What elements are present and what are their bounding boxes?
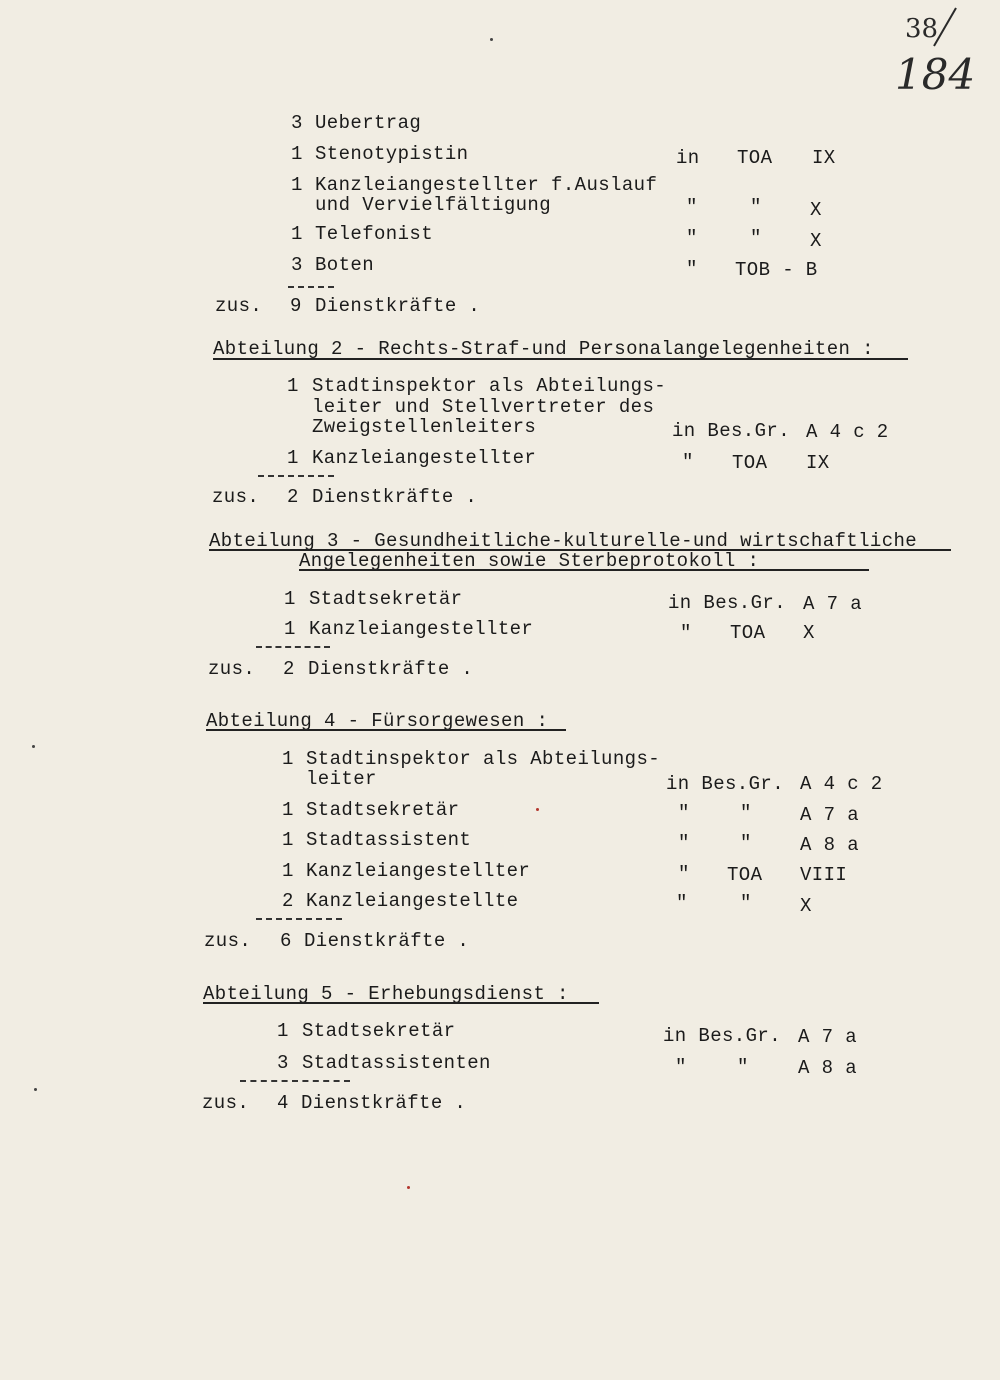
dept5-row-1-label: Stadtsekretär bbox=[302, 1020, 456, 1042]
dept4-row-5-qty: 2 bbox=[282, 890, 294, 912]
handwritten-page-number: 184 bbox=[895, 50, 976, 99]
paper-speck bbox=[32, 745, 35, 748]
dept5-row-2-c2: " bbox=[737, 1056, 749, 1078]
dept5-heading: Abteilung 5 - Erhebungsdienst : bbox=[203, 983, 569, 1005]
dept4-row-1-c1: in Bes.Gr. bbox=[666, 773, 785, 795]
dept2-total-label: Dienstkräfte . bbox=[312, 486, 478, 508]
dept3-heading-line1: Abteilung 3 - Gesundheitliche-kulturelle-und wirtschaftliche bbox=[209, 530, 918, 552]
intro-row-5-c2: TOB - B bbox=[735, 259, 818, 281]
paper-speck bbox=[536, 808, 539, 811]
dept4-row-5-label: Kanzleiangestellte bbox=[306, 890, 519, 912]
paper-speck bbox=[34, 1088, 37, 1091]
intro-row-5-c1: " bbox=[686, 258, 698, 280]
intro-row-4-c3: X bbox=[810, 230, 822, 252]
dept4-row-4-c3: VIII bbox=[800, 864, 848, 886]
dept4-row-4-qty: 1 bbox=[282, 860, 294, 882]
dept5-row-2-c1: " bbox=[675, 1056, 687, 1078]
dept4-row-2-label: Stadtsekretär bbox=[306, 799, 460, 821]
dept4-row-2-c1: " bbox=[678, 802, 690, 824]
dept3-row-1-c1: in Bes.Gr. bbox=[668, 592, 787, 614]
strike-mark-icon bbox=[930, 4, 960, 50]
dept3-row-1-qty: 1 bbox=[284, 588, 296, 610]
dept2-row-1-c1: in Bes.Gr. bbox=[672, 420, 791, 442]
dept3-row-2-label: Kanzleiangestellter bbox=[309, 618, 534, 640]
intro-row-2-c2: TOA bbox=[737, 147, 773, 169]
paper-speck bbox=[407, 1186, 410, 1189]
dept3-heading-underline-2 bbox=[299, 569, 869, 571]
intro-row-3-qty: 1 bbox=[291, 174, 303, 196]
dept5-heading-underline bbox=[203, 1002, 599, 1004]
dept4-row-2-c2: " bbox=[740, 802, 752, 824]
sum-divider bbox=[288, 286, 334, 288]
dept4-row-3-label: Stadtassistent bbox=[306, 829, 472, 851]
intro-total-label: Dienstkräfte . bbox=[315, 295, 481, 317]
dept4-heading-underline bbox=[206, 729, 566, 731]
intro-row-2-label: Stenotypistin bbox=[315, 143, 469, 165]
dept4-heading: Abteilung 4 - Fürsorgewesen : bbox=[206, 710, 549, 732]
dept4-row-3-c2: " bbox=[740, 832, 752, 854]
dept4-total-prefix: zus. bbox=[204, 930, 252, 952]
dept5-row-1-qty: 1 bbox=[277, 1020, 289, 1042]
intro-row-5-label: Boten bbox=[315, 254, 375, 276]
dept4-row-3-qty: 1 bbox=[282, 829, 294, 851]
intro-row-4-c1: " bbox=[686, 227, 698, 249]
dept2-row-2-c3: IX bbox=[806, 452, 830, 474]
dept2-row-1-c3: A 4 c 2 bbox=[806, 421, 889, 443]
dept5-row-1-c3: A 7 a bbox=[798, 1026, 858, 1048]
dept4-row-4-c2: TOA bbox=[727, 864, 763, 886]
dept4-total-qty: 6 bbox=[280, 930, 292, 952]
intro-total-prefix: zus. bbox=[215, 295, 263, 317]
dept4-row-1-qty: 1 bbox=[282, 748, 294, 770]
dept4-row-3-c3: A 8 a bbox=[800, 834, 860, 856]
dept3-row-2-qty: 1 bbox=[284, 618, 296, 640]
intro-row-2-c3: IX bbox=[812, 147, 836, 169]
dept5-row-2-qty: 3 bbox=[277, 1052, 289, 1074]
dept5-row-1-c1: in Bes.Gr. bbox=[663, 1025, 782, 1047]
dept4-row-2-c3: A 7 a bbox=[800, 804, 860, 826]
dept5-total-prefix: zus. bbox=[202, 1092, 250, 1114]
intro-total-qty: 9 bbox=[290, 295, 302, 317]
dept3-row-2-c3: X bbox=[803, 622, 815, 644]
dept3-row-1-label: Stadtsekretär bbox=[309, 588, 463, 610]
intro-row-1-qty: 3 bbox=[291, 112, 303, 134]
intro-row-5-qty: 3 bbox=[291, 254, 303, 276]
intro-row-2-qty: 1 bbox=[291, 143, 303, 165]
dept5-row-2-label: Stadtassistenten bbox=[302, 1052, 491, 1074]
dept2-heading: Abteilung 2 - Rechts-Straf-und Personalangelegenheiten : bbox=[213, 338, 874, 360]
sum-divider bbox=[240, 1080, 350, 1082]
dept4-row-4-c1: " bbox=[678, 863, 690, 885]
intro-row-4-qty: 1 bbox=[291, 223, 303, 245]
sum-divider bbox=[258, 475, 334, 477]
dept4-row-5-c2: " bbox=[740, 892, 752, 914]
paper-speck bbox=[490, 38, 493, 41]
dept5-total-label: Dienstkräfte . bbox=[301, 1092, 467, 1114]
dept5-row-2-c3: A 8 a bbox=[798, 1057, 858, 1079]
dept3-heading-line2: Angelegenheiten sowie Sterbeprotokoll : bbox=[299, 550, 760, 572]
dept5-total-qty: 4 bbox=[277, 1092, 289, 1114]
dept2-row-1-line1: Stadtinspektor als Abteilungs- bbox=[312, 375, 667, 397]
dept4-row-2-qty: 1 bbox=[282, 799, 294, 821]
intro-row-3-c3: X bbox=[810, 199, 822, 221]
stamped-page-number: 38 bbox=[905, 14, 939, 44]
dept4-row-1-c3: A 4 c 2 bbox=[800, 773, 883, 795]
dept3-row-2-c2: TOA bbox=[730, 622, 766, 644]
dept3-total-qty: 2 bbox=[283, 658, 295, 680]
dept4-row-4-label: Kanzleiangestellter bbox=[306, 860, 531, 882]
dept4-row-3-c1: " bbox=[678, 832, 690, 854]
intro-row-2-c1: in bbox=[676, 147, 700, 169]
dept3-total-prefix: zus. bbox=[208, 658, 256, 680]
dept4-row-1-line1: Stadtinspektor als Abteilungs- bbox=[306, 748, 661, 770]
dept4-row-5-c3: X bbox=[800, 895, 812, 917]
dept3-total-label: Dienstkräfte . bbox=[308, 658, 474, 680]
dept2-row-2-c2: TOA bbox=[732, 452, 768, 474]
dept3-row-1-c3: A 7 a bbox=[803, 593, 863, 615]
intro-row-3-c1: " bbox=[686, 196, 698, 218]
dept2-total-qty: 2 bbox=[287, 486, 299, 508]
intro-row-3-label-cont: und Vervielfältigung bbox=[315, 194, 552, 216]
dept2-row-2-label: Kanzleiangestellter bbox=[312, 447, 537, 469]
intro-row-1-label: Uebertrag bbox=[315, 112, 422, 134]
intro-row-4-c2: " bbox=[750, 227, 762, 249]
dept4-total-label: Dienstkräfte . bbox=[304, 930, 470, 952]
dept2-row-1-line3: Zweigstellenleiters bbox=[312, 416, 537, 438]
dept2-heading-underline bbox=[213, 358, 908, 360]
intro-row-4-label: Telefonist bbox=[315, 223, 434, 245]
dept4-row-1-line2: leiter bbox=[306, 768, 377, 790]
dept2-row-1-qty: 1 bbox=[287, 375, 299, 397]
dept2-row-1-line2: leiter und Stellvertreter des bbox=[312, 396, 655, 418]
sum-divider bbox=[256, 918, 342, 920]
intro-row-3-label: Kanzleiangestellter f.Auslauf bbox=[315, 174, 658, 196]
dept4-row-5-c1: " bbox=[676, 892, 688, 914]
dept3-row-2-c1: " bbox=[680, 622, 692, 644]
sum-divider bbox=[256, 646, 330, 648]
dept2-row-2-c1: " bbox=[682, 451, 694, 473]
intro-row-3-c2: " bbox=[750, 196, 762, 218]
dept2-row-2-qty: 1 bbox=[287, 447, 299, 469]
dept2-total-prefix: zus. bbox=[212, 486, 260, 508]
